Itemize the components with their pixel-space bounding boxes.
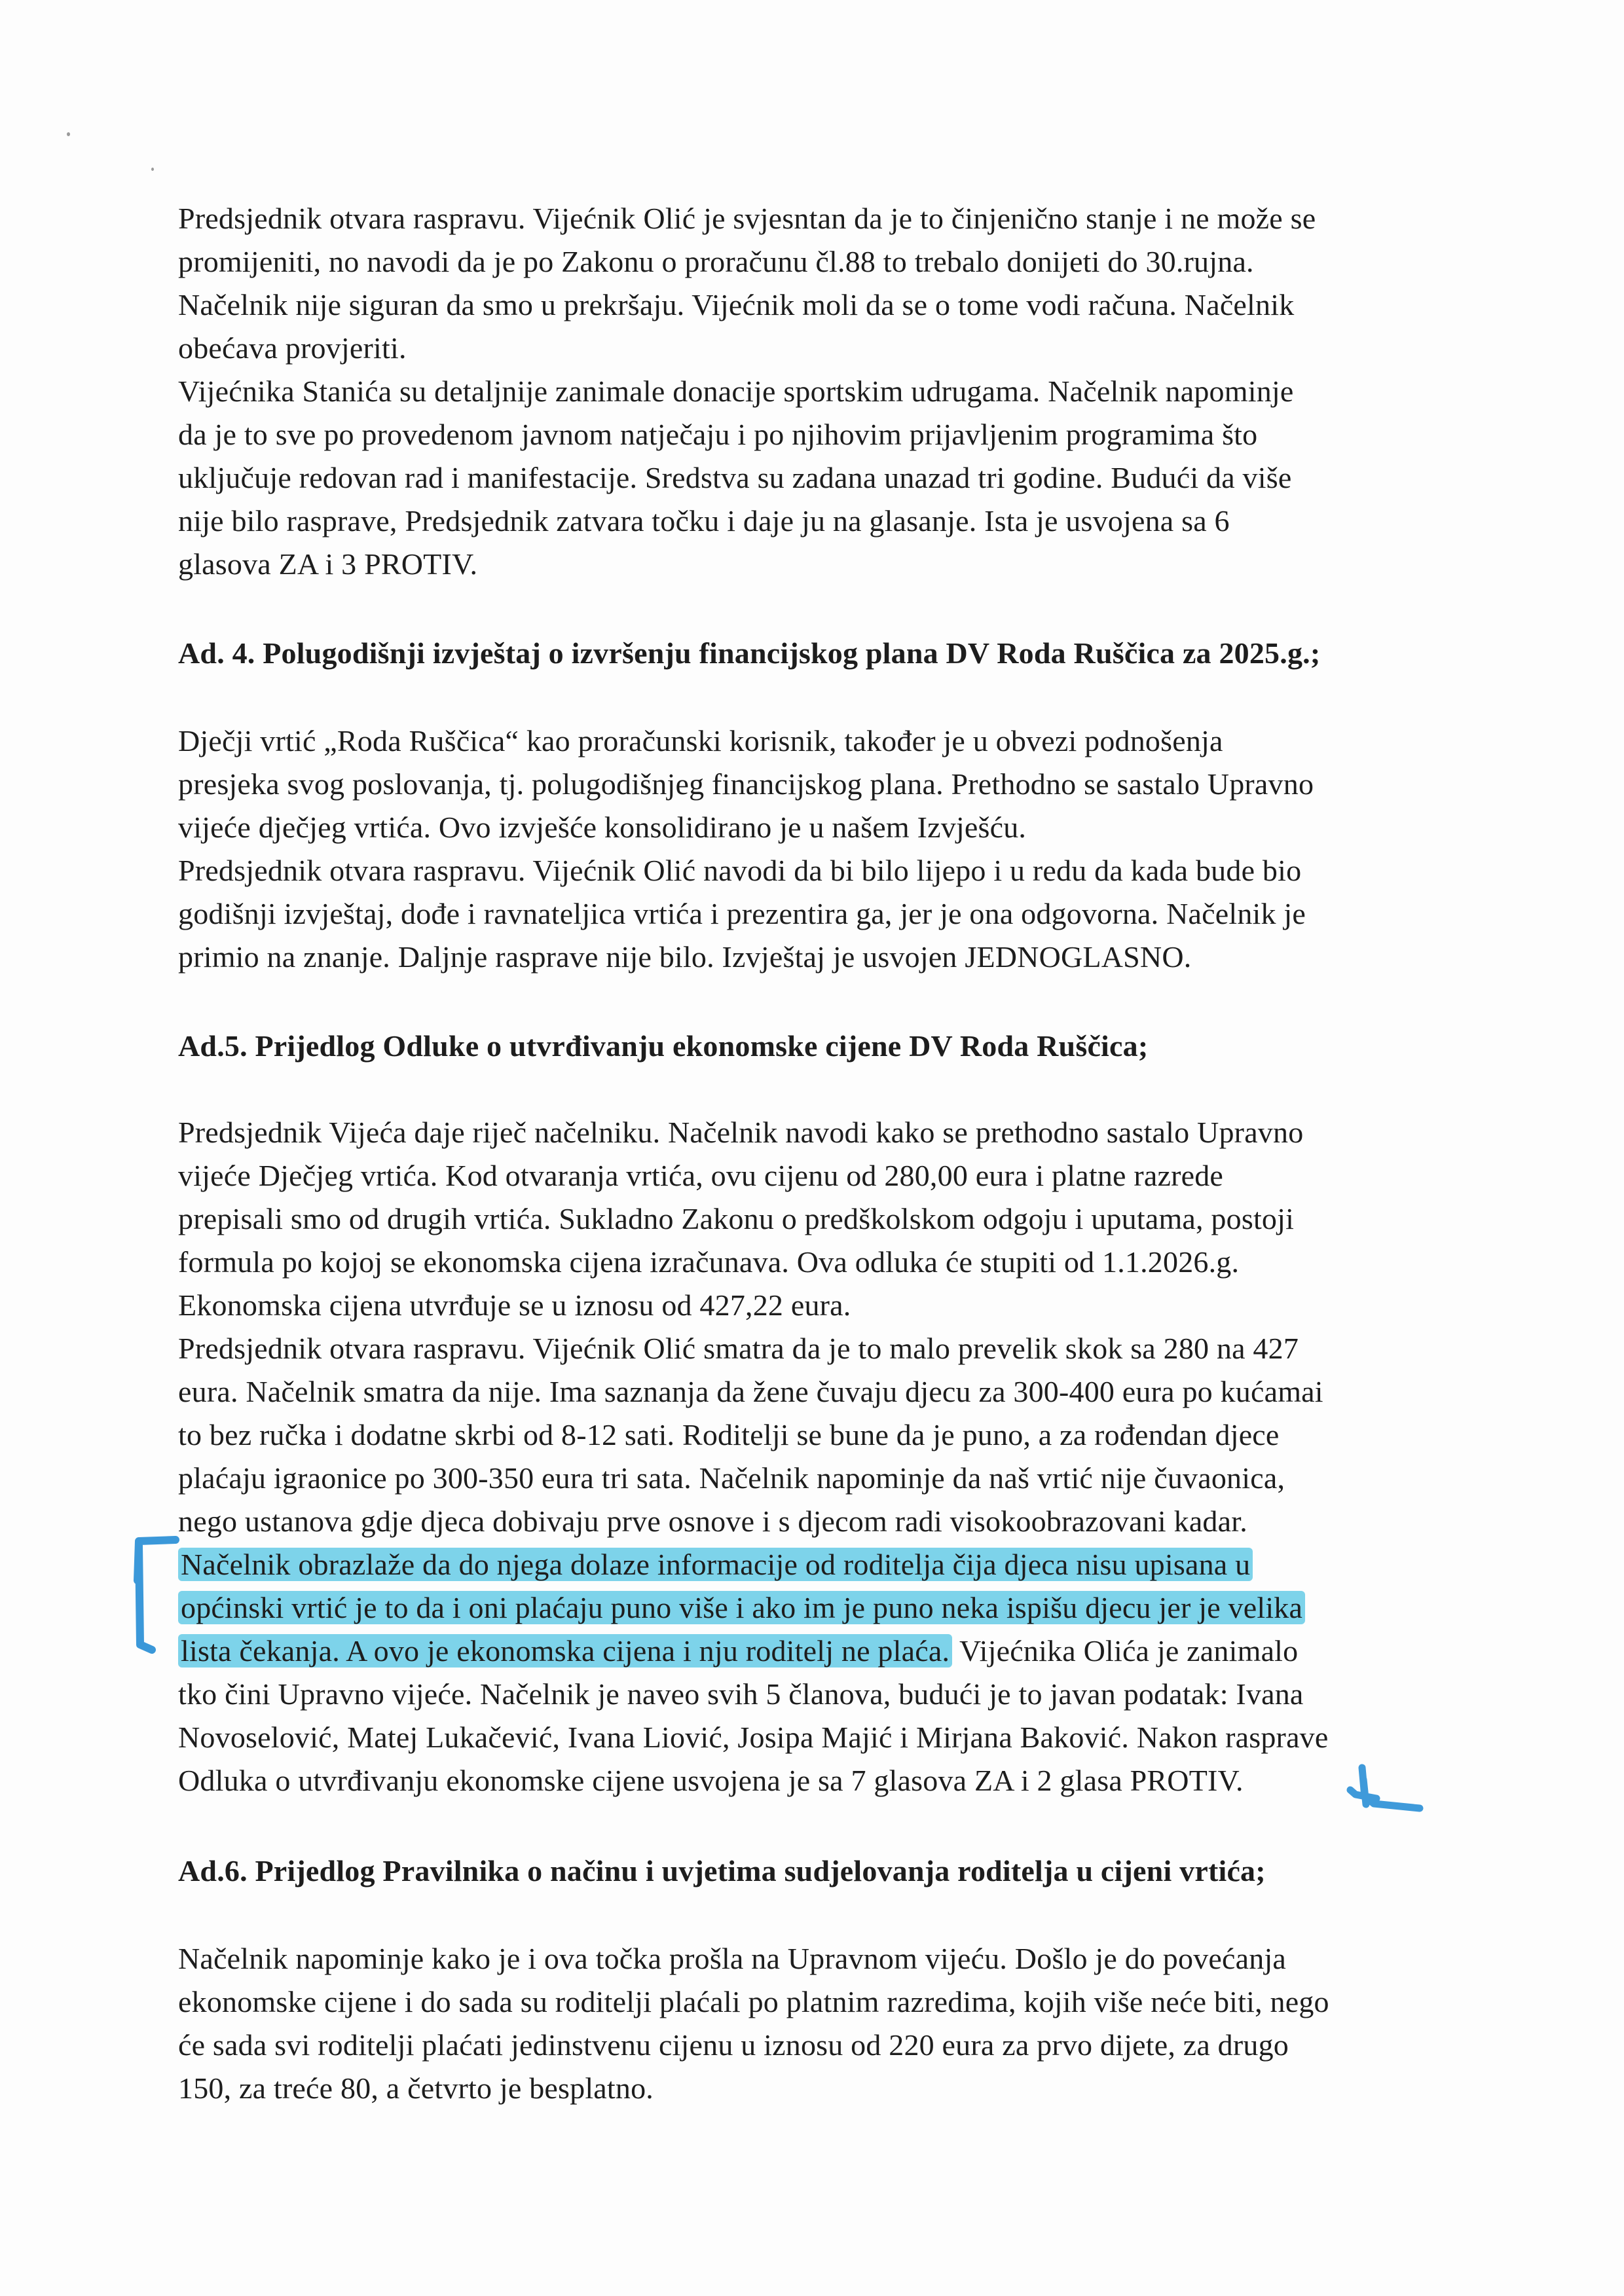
paragraph-line: nije bilo rasprave, Predsjednik zatvara točku i daje ju na glasanje. Ista je usvojena sa 6 bbox=[178, 504, 1230, 538]
section-heading-ad5: Ad.5. Prijedlog Odluke o utvrđivanju ekonomske cijene DV Roda Ruščica; bbox=[178, 1029, 1149, 1063]
ad5-line: Novoselović, Matej Lukačević, Ivana Liović, Josipa Majić i Mirjana Baković. Nakon rasprave bbox=[178, 1721, 1329, 1754]
ad4-line: Dječji vrtić „Roda Ruščica“ kao proračunski korisnik, također je u obvezi podnošenja bbox=[178, 724, 1223, 757]
ad6-line: ekonomske cijene i do sada su roditelji plaćali po platnim razredima, kojih više neće biti, nego bbox=[178, 1985, 1329, 2018]
right-bracket-mark bbox=[1350, 1768, 1420, 1808]
ad5-line: nego ustanova gdje djeca dobivaju prve osnove i s djecom radi visokoobrazovani kadar. bbox=[178, 1504, 1247, 1538]
ad6-line: Načelnik napominje kako je i ova točka prošla na Upravnom vijeću. Došlo je do povećanja bbox=[178, 1942, 1287, 1975]
ad4-line: primio na znanje. Daljnje rasprave nije bilo. Izvještaj je usvojen JEDNOGLASNO. bbox=[178, 940, 1192, 974]
paragraph-line: promijeniti, no navodi da je po Zakonu o proračunu čl.88 to trebalo donijeti do 30.rujna. bbox=[178, 245, 1254, 278]
ad5-line: eura. Načelnik smatra da nije. Ima saznanja da žene čuvaju djecu za 300-400 eura po kućamai bbox=[178, 1375, 1323, 1408]
ad5-line: Ekonomska cijena utvrđuje se u iznosu od 427,22 eura. bbox=[178, 1288, 851, 1322]
ad5-line: Predsjednik otvara raspravu. Vijećnik Olić smatra da je to malo prevelik skok sa 280 na 427 bbox=[178, 1332, 1299, 1365]
ad5-line: prepisali smo od drugih vrtića. Sukladno Zakonu o predškolskom odgoju i uputama, postoji bbox=[178, 1202, 1295, 1235]
ad5-line: Odluka o utvrđivanju ekonomske cijene usvojena je sa 7 glasova ZA i 2 glasa PROTIV. bbox=[178, 1764, 1244, 1797]
paragraph-line: uključuje redovan rad i manifestacije. Sredstva su zadana unazad tri godine. Budući da više bbox=[178, 461, 1292, 494]
paragraph-line: da je to sve po provedenom javnom natječaju i po njihovim prijavljenim programima što bbox=[178, 418, 1258, 451]
paragraph-line: Načelnik nije siguran da smo u prekršaju. Vijećnik moli da se o tome vodi računa. Načelnik bbox=[178, 288, 1295, 321]
line-tail-text: Vijećnika Olića je zanimalo bbox=[959, 1634, 1299, 1667]
left-bracket-mark bbox=[138, 1540, 175, 1650]
text-highlight: općinski vrtić je to da i oni plaćaju puno više i ako im je puno neka ispišu djecu jer je velika bbox=[178, 1591, 1305, 1624]
section-heading-ad4: Ad. 4. Polugodišnji izvještaj o izvršenju financijskog plana DV Roda Ruščica za 2025.g.; bbox=[178, 636, 1321, 670]
paragraph-line: Predsjednik otvara raspravu. Vijećnik Olić je svjesntan da je to činjenično stanje i ne može se bbox=[178, 202, 1316, 235]
ad5-line: to bez ručka i dodatne skrbi od 8-12 sati. Roditelji se bune da je puno, a za rođendan djece bbox=[178, 1418, 1280, 1451]
text-highlight: lista čekanja. A ovo je ekonomska cijena i nju roditelj ne plaća. bbox=[178, 1634, 952, 1667]
paragraph-line: Vijećnika Stanića su detaljnije zanimale donacije sportskim udrugama. Načelnik napominje bbox=[178, 374, 1294, 408]
ad6-line: 150, za treće 80, a četvrto je besplatno. bbox=[178, 2071, 654, 2105]
ad4-line: Predsjednik otvara raspravu. Vijećnik Olić navodi da bi bilo lijepo i u redu da kada bude bio bbox=[178, 854, 1302, 887]
ad5-line: formula po kojoj se ekonomska cijena izračunava. Ova odluka će stupiti od 1.1.2026.g. bbox=[178, 1245, 1240, 1279]
section-heading-ad6: Ad.6. Prijedlog Pravilnika o načinu i uvjetima sudjelovanja roditelja u cijeni vrtića; bbox=[178, 1854, 1266, 1887]
text-highlight: Načelnik obrazlaže da do njega dolaze informacije od roditelja čija djeca nisu upisana u bbox=[178, 1548, 1253, 1581]
ad4-line: godišnji izvještaj, dođe i ravnateljica vrtića i prezentira ga, jer je ona odgovorna. Načelnik je bbox=[178, 897, 1306, 930]
ad5-line: Predsjednik Vijeća daje riječ načelniku. Načelnik navodi kako se prethodno sastalo Upravno bbox=[178, 1116, 1304, 1149]
ad4-line: vijeće dječjeg vrtića. Ovo izvješće konsolidirano je u našem Izvješću. bbox=[178, 811, 1027, 844]
paragraph-line: glasova ZA i 3 PROTIV. bbox=[178, 547, 478, 581]
paragraph-line: obećava provjeriti. bbox=[178, 331, 407, 365]
ad5-line: vijeće Dječjeg vrtića. Kod otvaranja vrtića, ovu cijenu od 280,00 eura i platne razrede bbox=[178, 1159, 1224, 1192]
ad4-line: presjeka svog poslovanja, tj. polugodišnjeg financijskog plana. Prethodno se sastalo Upravno bbox=[178, 767, 1314, 801]
ad6-line: će sada svi roditelji plaćati jedinstvenu cijenu u iznosu od 220 eura za prvo dijete, za drugo bbox=[178, 2028, 1289, 2062]
ad5-line: tko čini Upravno vijeće. Načelnik je naveo svih 5 članova, budući je to javan podatak: Ivana bbox=[178, 1677, 1304, 1711]
ad5-line: plaćaju igraonice po 300-350 eura tri sata. Načelnik napominje da naš vrtić nije čuvaonica, bbox=[178, 1461, 1285, 1495]
